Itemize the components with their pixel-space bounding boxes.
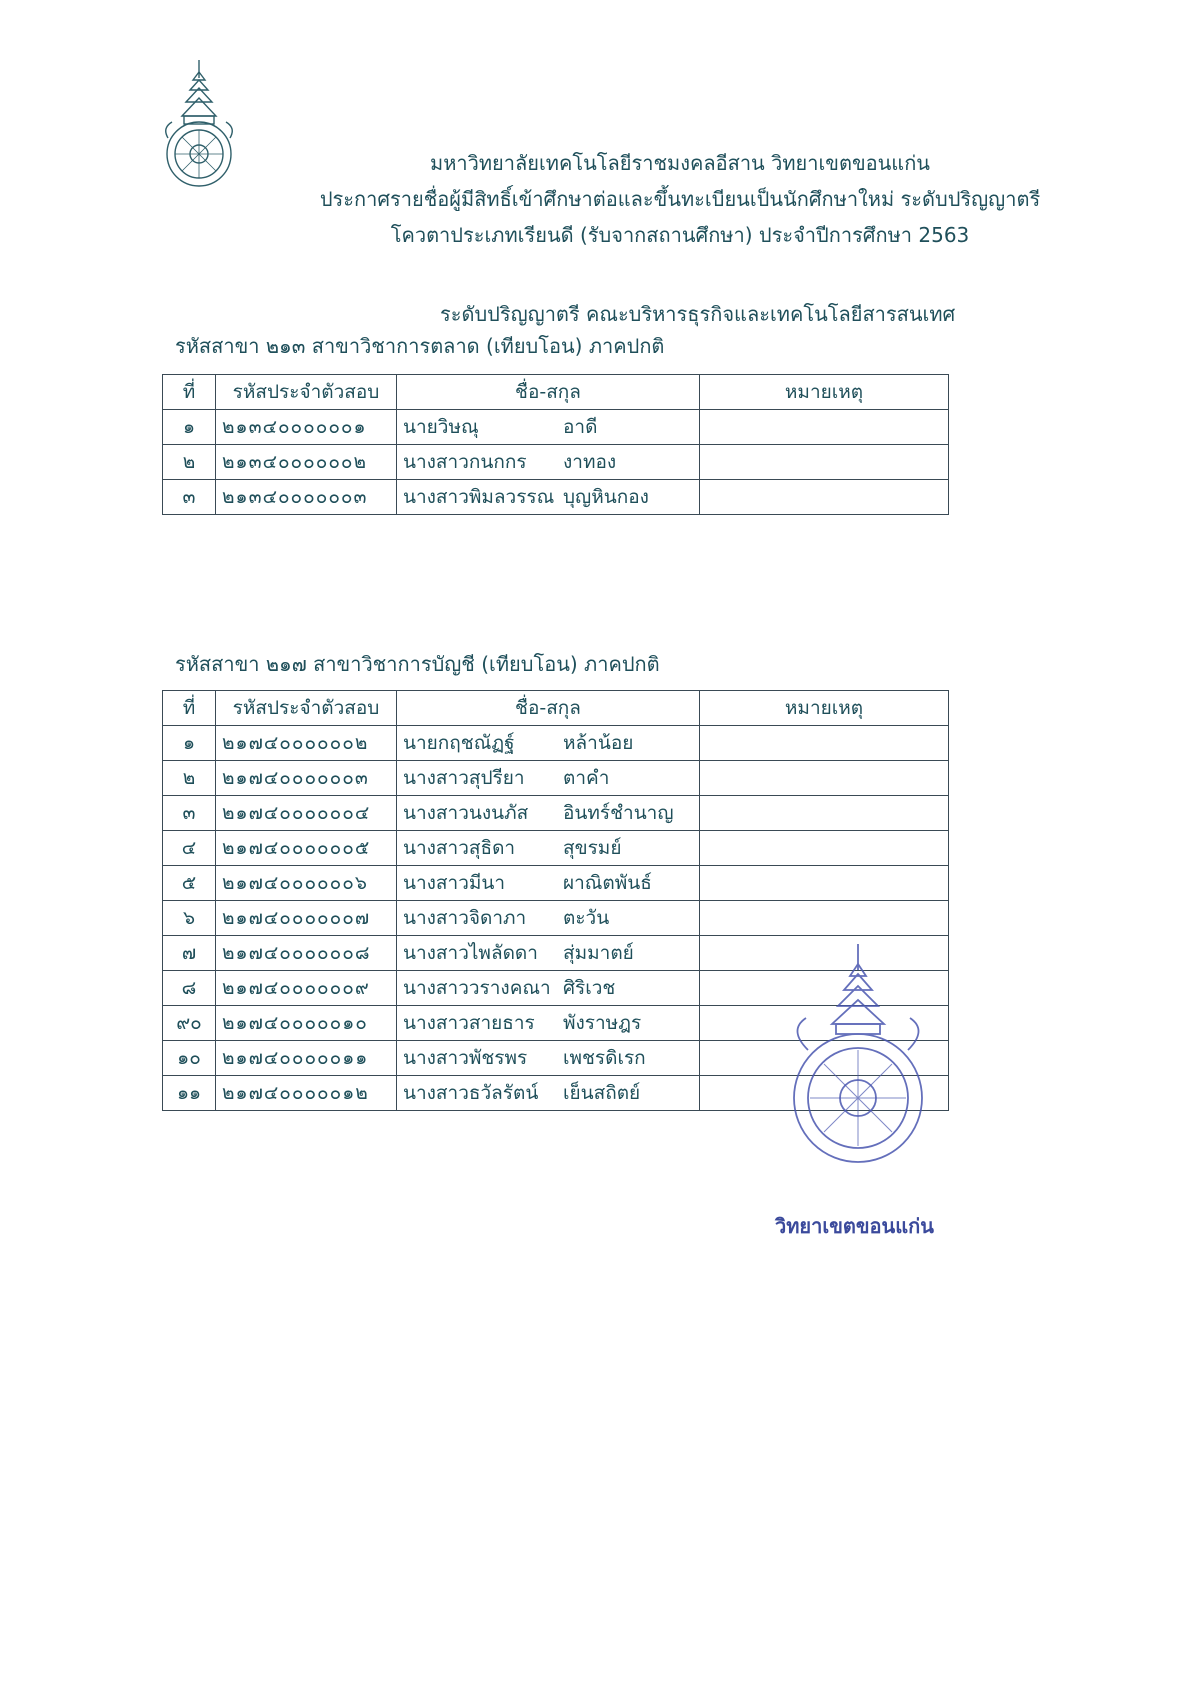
last-name: บุญหินกอง [563, 486, 649, 508]
table-row [163, 410, 949, 445]
column-header-note: หมายเหตุ [700, 375, 949, 410]
quota-line: โควตาประเภทเรียนดี (รับจากสถานศึกษา) ประจำปีการศึกษา 2563 [390, 223, 970, 247]
row-number: ๑๐ [163, 1041, 216, 1076]
table-row [163, 480, 949, 515]
table-header-row [163, 691, 949, 726]
exam-id: ๒๑๗๔๐๐๐๐๐๐๖ [216, 866, 397, 901]
first-name: นางสาวพิมลวรรณ [403, 486, 555, 508]
row-number: ๑ [163, 410, 216, 445]
exam-id: ๒๑๓๔๐๐๐๐๐๐๓ [216, 480, 397, 515]
full-name [397, 1006, 700, 1041]
last-name: หล้าน้อย [563, 732, 634, 754]
first-name: นางสาวมีนา [403, 872, 506, 894]
row-number: ๒ [163, 445, 216, 480]
exam-id: ๒๑๗๔๐๐๐๐๐๐๒ [216, 726, 397, 761]
faculty-heading: ระดับปริญญาตรี คณะบริหารธุรกิจและเทคโนโลยีสารสนเทศ [440, 302, 956, 326]
last-name: เย็นสถิตย์ [563, 1082, 641, 1104]
branch-heading-213: รหัสสาขา ๒๑๓ สาขาวิชาการตลาด (เทียบโอน) ภาคปกติ [175, 334, 665, 358]
note [700, 796, 949, 831]
first-name: นางสาวกนกกร [403, 451, 527, 473]
table-row [163, 445, 949, 480]
last-name: อินทร์ชำนาญ [563, 802, 674, 824]
exam-id: ๒๑๗๔๐๐๐๐๐๐๙ [216, 971, 397, 1006]
row-number: ๓ [163, 796, 216, 831]
first-name: นางสาวไพลัดดา [403, 942, 538, 964]
row-number: ๒ [163, 761, 216, 796]
full-name [397, 971, 700, 1006]
full-name [397, 761, 700, 796]
note [700, 831, 949, 866]
last-name: งาทอง [563, 451, 617, 473]
exam-id: ๒๑๗๔๐๐๐๐๐๐๓ [216, 761, 397, 796]
row-number: ๑ [163, 726, 216, 761]
university-logo-icon [160, 58, 238, 198]
first-name: นางสาวสุธิดา [403, 837, 516, 859]
exam-id: ๒๑๗๔๐๐๐๐๐๐๗ [216, 901, 397, 936]
first-name: นางสาวนงนภัส [403, 802, 529, 824]
note [700, 445, 949, 480]
exam-id: ๒๑๗๔๐๐๐๐๐๐๔ [216, 796, 397, 831]
note [700, 866, 949, 901]
table-header-row [163, 375, 949, 410]
announcement-title: ประกาศรายชื่อผู้มีสิทธิ์เข้าศึกษาต่อและขึ้นทะเบียนเป็นนักศึกษาใหม่ ระดับปริญญาตรี [319, 187, 1041, 211]
note [700, 761, 949, 796]
full-name [397, 901, 700, 936]
full-name [397, 480, 700, 515]
first-name: นายกฤชณัฏฐ์ [403, 732, 515, 754]
column-header-id: รหัสประจำตัวสอบ [216, 375, 397, 410]
full-name [397, 1076, 700, 1111]
last-name: ตาคำ [563, 767, 610, 789]
column-header-note: หมายเหตุ [700, 691, 949, 726]
row-number: ๔ [163, 831, 216, 866]
column-header-name: ชื่อ-สกุล [397, 691, 700, 726]
exam-id: ๒๑๗๔๐๐๐๐๐๑๐ [216, 1006, 397, 1041]
full-name [397, 445, 700, 480]
row-number: ๖ [163, 901, 216, 936]
full-name [397, 936, 700, 971]
note [700, 480, 949, 515]
exam-id: ๒๑๗๔๐๐๐๐๐๑๒ [216, 1076, 397, 1111]
table-row [163, 831, 949, 866]
exam-id: ๒๑๗๔๐๐๐๐๐๐๘ [216, 936, 397, 971]
full-name [397, 796, 700, 831]
column-header-no: ที่ [163, 691, 216, 726]
note [700, 901, 949, 936]
full-name [397, 726, 700, 761]
first-name: นางสาวสายธาร [403, 1012, 535, 1034]
table-row [163, 796, 949, 831]
exam-id: ๒๑๓๔๐๐๐๐๐๐๒ [216, 445, 397, 480]
row-number: ๙๐ [163, 1006, 216, 1041]
table-row [163, 901, 949, 936]
full-name [397, 866, 700, 901]
stamp-caption: วิทยาเขตขอนแก่น [775, 1214, 934, 1238]
exam-id: ๒๑๗๔๐๐๐๐๐๑๑ [216, 1041, 397, 1076]
row-number: ๑๑ [163, 1076, 216, 1111]
table-row [163, 761, 949, 796]
last-name: เพชรดิเรก [563, 1047, 646, 1069]
last-name: พังราษฎร [563, 1012, 642, 1034]
last-name: อาดี [563, 416, 598, 438]
last-name: ตะวัน [563, 907, 610, 929]
last-name: ศิริเวช [563, 977, 616, 999]
column-header-no: ที่ [163, 375, 216, 410]
table-row [163, 726, 949, 761]
official-stamp-icon [778, 940, 938, 1180]
full-name [397, 1041, 700, 1076]
applicant-table-213 [162, 374, 949, 515]
branch-heading-217: รหัสสาขา ๒๑๗ สาขาวิชาการบัญชี (เทียบโอน) ภาคปกติ [175, 652, 660, 676]
last-name: สุ่มมาตย์ [563, 942, 634, 964]
table-row [163, 866, 949, 901]
exam-id: ๒๑๓๔๐๐๐๐๐๐๑ [216, 410, 397, 445]
first-name: นางสาววรางคณา [403, 977, 551, 999]
note [700, 726, 949, 761]
note [700, 410, 949, 445]
first-name: นางสาวสุปรียา [403, 767, 525, 789]
column-header-name: ชื่อ-สกุล [397, 375, 700, 410]
row-number: ๗ [163, 936, 216, 971]
first-name: นางสาวจิดาภา [403, 907, 527, 929]
exam-id: ๒๑๗๔๐๐๐๐๐๐๕ [216, 831, 397, 866]
full-name [397, 831, 700, 866]
row-number: ๕ [163, 866, 216, 901]
row-number: ๘ [163, 971, 216, 1006]
row-number: ๓ [163, 480, 216, 515]
first-name: นางสาวพัชรพร [403, 1047, 528, 1069]
last-name: ผาณิตพันธ์ [563, 872, 652, 894]
first-name: นายวิษณุ [403, 416, 479, 438]
university-name: มหาวิทยาลัยเทคโนโลยีราชมงคลอีสาน วิทยาเขตขอนแก่น [430, 151, 930, 175]
first-name: นางสาวธวัลรัตน์ [403, 1082, 539, 1104]
document-header [300, 145, 1060, 253]
full-name [397, 410, 700, 445]
column-header-id: รหัสประจำตัวสอบ [216, 691, 397, 726]
last-name: สุขรมย์ [563, 837, 622, 859]
